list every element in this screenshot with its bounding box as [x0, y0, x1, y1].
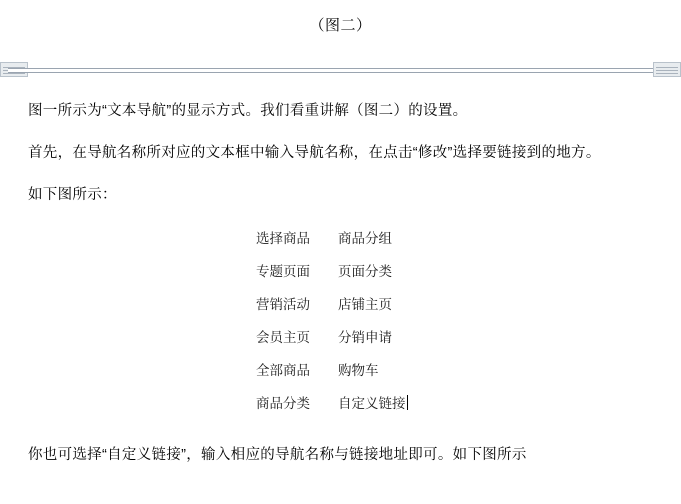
nav-option-right: 商品分组 — [338, 231, 392, 246]
list-item — [256, 228, 653, 261]
nav-option-right: 购物车 — [338, 363, 379, 378]
document-page — [0, 16, 681, 504]
divider-line — [8, 68, 673, 73]
paragraph-1: 图一所示为“文本导航”的显示方式。我们看重讲解（图二）的设置。 — [28, 103, 468, 119]
list-item — [256, 393, 653, 426]
nav-option-right-text: 自定义链接 — [338, 396, 406, 411]
list-item — [256, 327, 653, 360]
paragraph-tail: 你也可选择“自定义链接”，输入相应的导航名称与链接地址即可。如下图所示 — [28, 447, 527, 463]
figure-caption: （图二） — [309, 17, 372, 34]
nav-option-left: 全部商品 — [256, 363, 310, 378]
nav-options-list — [256, 228, 653, 426]
section-divider — [0, 62, 681, 78]
nav-option-left: 选择商品 — [256, 231, 310, 246]
list-item — [256, 294, 653, 327]
text-cursor — [407, 395, 408, 410]
nav-option-left: 会员主页 — [256, 330, 310, 345]
nav-option-right: 分销申请 — [338, 330, 392, 345]
paragraph-3: 如下图所示： — [28, 187, 117, 203]
nav-option-right — [338, 393, 408, 414]
paragraph-2: 首先，在导航名称所对应的文本框中输入导航名称，在点击“修改”选择要链接到的地方。 — [28, 145, 601, 161]
nav-option-left: 专题页面 — [256, 264, 310, 279]
list-item — [256, 360, 653, 393]
list-item — [256, 261, 653, 294]
nav-option-left: 商品分类 — [256, 396, 310, 411]
document-body — [0, 100, 681, 466]
divider-right-cap — [653, 62, 681, 77]
nav-option-left: 营销活动 — [256, 297, 310, 312]
nav-option-right: 店铺主页 — [338, 297, 392, 312]
nav-option-right: 页面分类 — [338, 264, 392, 279]
